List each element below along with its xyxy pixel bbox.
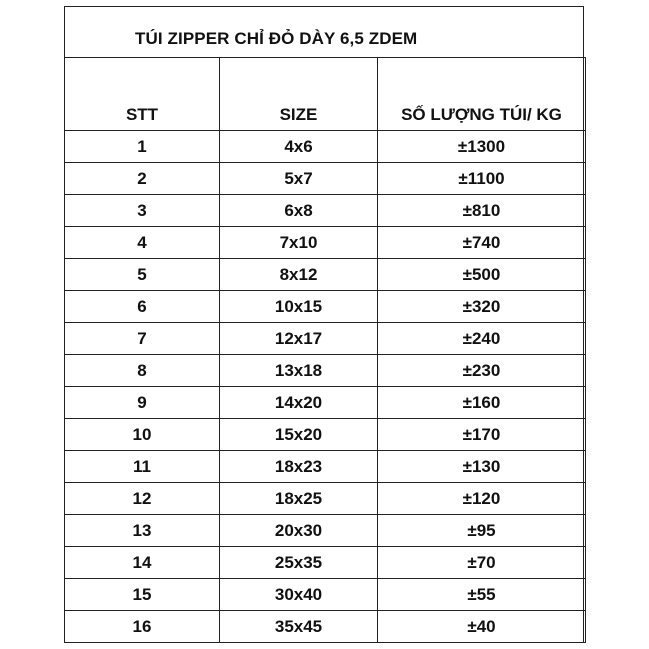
table-row	[65, 611, 586, 643]
cell-quantity: ±170	[378, 419, 586, 451]
cell-quantity: ±55	[378, 579, 586, 611]
table-row	[65, 419, 586, 451]
cell-stt: 1	[65, 131, 220, 163]
title-row	[65, 7, 583, 58]
table-row	[65, 259, 586, 291]
table-row	[65, 579, 586, 611]
table-row	[65, 291, 586, 323]
header-row	[65, 58, 586, 131]
table-row	[65, 355, 586, 387]
cell-stt: 14	[65, 547, 220, 579]
cell-quantity: ±160	[378, 387, 586, 419]
table-row	[65, 483, 586, 515]
cell-stt: 7	[65, 323, 220, 355]
cell-size: 4x6	[220, 131, 378, 163]
cell-quantity: ±320	[378, 291, 586, 323]
cell-stt: 9	[65, 387, 220, 419]
table-row	[65, 163, 586, 195]
cell-stt: 5	[65, 259, 220, 291]
cell-stt: 11	[65, 451, 220, 483]
cell-size: 14x20	[220, 387, 378, 419]
cell-quantity: ±240	[378, 323, 586, 355]
cell-size: 5x7	[220, 163, 378, 195]
cell-quantity: ±1300	[378, 131, 586, 163]
cell-size: 25x35	[220, 547, 378, 579]
table-row	[65, 131, 586, 163]
price-sheet	[64, 6, 584, 643]
cell-quantity: ±230	[378, 355, 586, 387]
table-row	[65, 323, 586, 355]
cell-size: 15x20	[220, 419, 378, 451]
table-row	[65, 227, 586, 259]
cell-size: 20x30	[220, 515, 378, 547]
cell-quantity: ±130	[378, 451, 586, 483]
cell-stt: 4	[65, 227, 220, 259]
cell-size: 18x25	[220, 483, 378, 515]
column-header-size: SIZE	[220, 58, 378, 131]
table-body	[65, 131, 586, 643]
table-row	[65, 387, 586, 419]
table-row	[65, 515, 586, 547]
cell-stt: 13	[65, 515, 220, 547]
size-table	[64, 57, 586, 643]
cell-stt: 3	[65, 195, 220, 227]
table-row	[65, 547, 586, 579]
cell-quantity: ±120	[378, 483, 586, 515]
cell-stt: 10	[65, 419, 220, 451]
cell-size: 30x40	[220, 579, 378, 611]
cell-quantity: ±40	[378, 611, 586, 643]
column-header-quantity: SỐ LƯỢNG TÚI/ KG	[378, 58, 586, 131]
cell-quantity: ±1100	[378, 163, 586, 195]
cell-stt: 16	[65, 611, 220, 643]
cell-quantity: ±95	[378, 515, 586, 547]
table-row	[65, 195, 586, 227]
column-header-stt: STT	[65, 58, 220, 131]
cell-stt: 12	[65, 483, 220, 515]
cell-size: 13x18	[220, 355, 378, 387]
table-row	[65, 451, 586, 483]
cell-quantity: ±500	[378, 259, 586, 291]
cell-quantity: ±740	[378, 227, 586, 259]
cell-size: 12x17	[220, 323, 378, 355]
sheet-title: TÚI ZIPPER CHỈ ĐỎ DÀY 6,5 ZDEM	[135, 29, 418, 48]
cell-size: 6x8	[220, 195, 378, 227]
cell-size: 7x10	[220, 227, 378, 259]
cell-stt: 6	[65, 291, 220, 323]
cell-stt: 15	[65, 579, 220, 611]
cell-size: 8x12	[220, 259, 378, 291]
cell-quantity: ±810	[378, 195, 586, 227]
cell-size: 35x45	[220, 611, 378, 643]
cell-stt: 2	[65, 163, 220, 195]
cell-quantity: ±70	[378, 547, 586, 579]
cell-stt: 8	[65, 355, 220, 387]
cell-size: 18x23	[220, 451, 378, 483]
cell-size: 10x15	[220, 291, 378, 323]
